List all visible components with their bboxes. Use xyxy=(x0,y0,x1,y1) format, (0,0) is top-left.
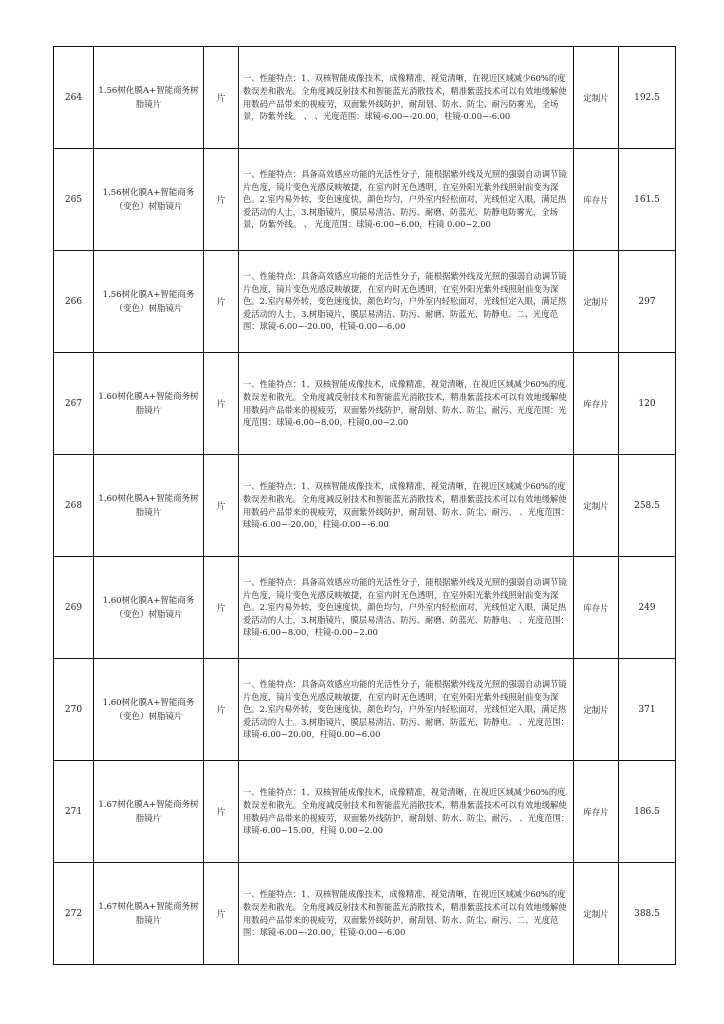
product-name: 1.56树化膜A+智能商务（变色）树脂镜片 xyxy=(94,149,204,251)
product-name: 1.60树化膜A+智能商务（变色）树脂镜片 xyxy=(94,557,204,659)
product-description: 一、性能特点：1、双核智能成像技术，成像精准，视觉清晰，在视近区域减少60%的度数误差和散光。全角度减反射技术和智能蓝光消散技术，精准紫蓝技术可以有效地缓解使用数码产品带来的视疲劳，双面紫外线防护，耐刮划、防水、防尘、耐污防雾光，全场景，防紫外线。 、 、光度范围：球镜-6.00~-20.00，柱镜-0.00~-6.00 xyxy=(239,47,574,149)
unit: 片 xyxy=(204,149,239,251)
stock-type: 定制片 xyxy=(574,251,619,353)
table-row xyxy=(54,149,676,251)
table-row xyxy=(54,557,676,659)
product-name: 1.60树化膜A+智能商务树脂镜片 xyxy=(94,353,204,455)
table-row xyxy=(54,659,676,761)
item-number: 264 xyxy=(54,47,94,149)
unit-price: 192.5 xyxy=(619,47,676,149)
product-description: 一、性能特点：具备高效感应功能的光活性分子，能根据紫外线及光照的强弱自动调节镜片色度，镜片变色光感反映敏捷，在室内时无色透明，在室外阳光紫外线照射前变为深色。2.室内易外转，变色速度快，颜色均匀，户外室内轻松面对，光线恒定入眼，满足热爱活动的人士。3.树脂镜片，膜层易清洁、防污、耐磨、防蓝光、防静电、 、光度范围：球镜-6.00~20.00，柱镜0.00~6.00 xyxy=(239,659,574,761)
stock-type: 库存片 xyxy=(574,353,619,455)
table-row xyxy=(54,47,676,149)
product-description: 一、性能特点：1、双核智能成像技术，成像精准，视觉清晰，在视近区域减少60%的度数误差和散光。全角度减反射技术和智能蓝光消散技术，精准紫蓝技术可以有效地缓解使用数码产品带来的视疲劳，双面紫外线防护，耐刮划、防水、防尘、耐污、光度范围：光度范围：球镜-6.00~8.00，柱镜0.00~2.00 xyxy=(239,353,574,455)
item-number: 272 xyxy=(54,863,94,965)
table-body xyxy=(54,47,676,965)
product-description: 一、性能特点：具备高效感应功能的光活性分子，能根据紫外线及光照的强弱自动调节镜片色度，镜片变色光感反映敏捷，在室内时无色透明，在室外阳光紫外线照射前变为深色。2.室内易外转，变色速度快，颜色均匀，户外室内轻松面对，光线恒定入眼，满足热爱活动的人士，3.树脂镜片，膜层易清洁、防污、耐磨、防蓝光、防静电、 、光度范围：球镜-6.00~8.00，柱镜-0.00~2.00 xyxy=(239,557,574,659)
unit: 片 xyxy=(204,251,239,353)
product-name: 1.60树化膜A+智能商务（变色）树脂镜片 xyxy=(94,659,204,761)
unit: 片 xyxy=(204,557,239,659)
stock-type: 库存片 xyxy=(574,557,619,659)
item-number: 265 xyxy=(54,149,94,251)
unit: 片 xyxy=(204,353,239,455)
unit: 片 xyxy=(204,659,239,761)
item-number: 270 xyxy=(54,659,94,761)
product-price-table xyxy=(53,46,676,965)
unit-price: 186.5 xyxy=(619,761,676,863)
item-number: 268 xyxy=(54,455,94,557)
item-number: 269 xyxy=(54,557,94,659)
unit-price: 120 xyxy=(619,353,676,455)
unit: 片 xyxy=(204,761,239,863)
item-number: 271 xyxy=(54,761,94,863)
product-description: 一、性能特点：1、双核智能成像技术，成像精准，视觉清晰，在视近区域减少60%的度数误差和散光。全角度减反射技术和智能蓝光消散技术，精准紫蓝技术可以有效地缓解使用数码产品带来的视疲劳，双面紫外线防护，耐刮划、防水、防尘、耐污、 、光度范围：球镜-6.00~-20.00，柱镜-0.00~-6.00 xyxy=(239,455,574,557)
stock-type: 定制片 xyxy=(574,659,619,761)
unit-price: 161.5 xyxy=(619,149,676,251)
product-description: 一、性能特点：具备高效感应功能的光活性分子，能根据紫外线及光照的强弱自动调节镜片色度，镜片变色光感反映敏捷，在室内时无色透明，在室外阳光紫外线照射前变为深色。2.室内易外转，变色速度快，颜色均匀，户外室内轻松面对，光线恒定入眼，满足热爱活动的人士，3.树脂镜片，膜层易清洁、防污、耐磨、防蓝光、防静电防雾光，全场景，防紫外线。 、 光度范围：球镜-6.00~6.00，柱镜 0.00~2.00 xyxy=(239,149,574,251)
unit: 片 xyxy=(204,863,239,965)
stock-type: 定制片 xyxy=(574,863,619,965)
product-name: 1.67树化膜A+智能商务树脂镜片 xyxy=(94,863,204,965)
unit-price: 371 xyxy=(619,659,676,761)
item-number: 267 xyxy=(54,353,94,455)
unit-price: 258.5 xyxy=(619,455,676,557)
stock-type: 库存片 xyxy=(574,149,619,251)
unit: 片 xyxy=(204,455,239,557)
unit: 片 xyxy=(204,47,239,149)
stock-type: 定制片 xyxy=(574,47,619,149)
table-row xyxy=(54,863,676,965)
product-description: 一、性能特点：1、双核智能成像技术，成像精准，视觉清晰，在视近区域减少60%的度数误差和散光。全角度减反射技术和智能蓝光消散技术，精准紫蓝技术可以有效地缓解使用数码产品带来的视疲劳，双面紫外线防护，耐刮划、防水、防尘、耐污、 、光度范围：球镜-6.00~15.00，柱镜 0.00~2.00 xyxy=(239,761,574,863)
stock-type: 定制片 xyxy=(574,455,619,557)
product-name: 1.56树化膜A+智能商务（变色）树脂镜片 xyxy=(94,251,204,353)
unit-price: 297 xyxy=(619,251,676,353)
stock-type: 库存片 xyxy=(574,761,619,863)
item-number: 266 xyxy=(54,251,94,353)
table-row xyxy=(54,251,676,353)
table-row xyxy=(54,761,676,863)
product-name: 1.60树化膜A+智能商务树脂镜片 xyxy=(94,455,204,557)
product-name: 1.67树化膜A+智能商务树脂镜片 xyxy=(94,761,204,863)
table-row xyxy=(54,353,676,455)
unit-price: 249 xyxy=(619,557,676,659)
product-description: 一、性能特点：具备高效感应功能的光活性分子，能根据紫外线及光照的强弱自动调节镜片色度，镜片变色光感反映敏捷，在室内时无色透明，在室外阳光紫外线照射前变为深色。2.室内易外转，变色速度快，颜色均匀，户外室内轻松面对，光线恒定入眼，满足热爱活动的人士，3.树脂镜片，膜层易清洁、防污、耐磨、防蓝光、防静电、二、光度范围：球镜-6.00~-20.00，柱镜-0.00~-6.00 xyxy=(239,251,574,353)
unit-price: 388.5 xyxy=(619,863,676,965)
product-description: 一、性能特点：1、双核智能成像技术，成像精准，视觉清晰，在视近区域减少60%的度数误差和散光。全角度减反射技术和智能蓝光消散技术，精准紫蓝技术可以有效地缓解使用数码产品带来的视疲劳，双面紫外线防护，耐刮划、防水、防尘、耐污、二、光度范围：球镜-6.00~-20.00，柱镜-0.00~-6.00 xyxy=(239,863,574,965)
table-row xyxy=(54,455,676,557)
product-name: 1.56树化膜A+智能商务树脂镜片 xyxy=(94,47,204,149)
